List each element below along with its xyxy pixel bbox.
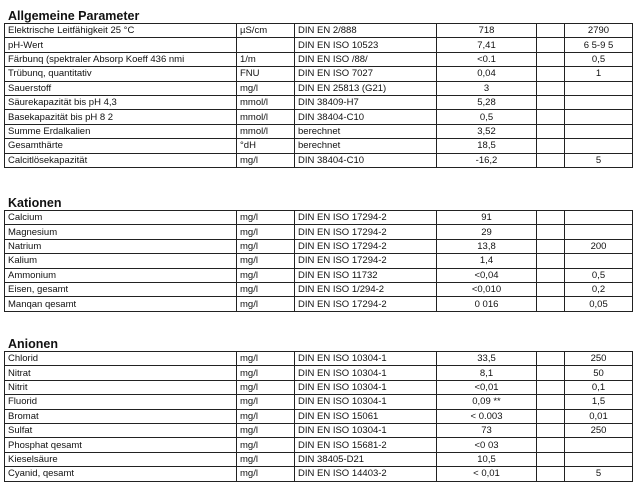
table-row [5,297,633,311]
value-cell: 718 [437,24,537,38]
table-row [5,395,633,409]
spacer-cell [537,110,565,124]
table-row [5,366,633,380]
limit-cell [565,110,633,124]
parameter-cell: Sauerstoff [5,81,237,95]
table-anionen [4,351,633,482]
parameter-cell: Färbunq (spektraler Absorp Koeff 436 nmi [5,52,237,66]
unit-cell: mg/l [237,254,295,268]
method-cell: DIN EN ISO 11732 [295,268,437,282]
unit-cell: 1/m [237,52,295,66]
limit-cell: 0,05 [565,297,633,311]
parameter-cell: Säurekapazität bis pH 4,3 [5,95,237,109]
limit-cell: 1,5 [565,395,633,409]
method-cell: DIN EN ISO 10304-1 [295,380,437,394]
unit-cell: mg/l [237,297,295,311]
limit-cell: 0,01 [565,409,633,423]
limit-cell: 5 [565,467,633,481]
table-row [5,225,633,239]
parameter-cell: Phosphat qesamt [5,438,237,452]
method-cell: DIN EN ISO 15681-2 [295,438,437,452]
unit-cell: mg/l [237,467,295,481]
limit-cell: 0,2 [565,282,633,296]
unit-cell: mmol/l [237,95,295,109]
method-cell: DIN EN ISO 10523 [295,38,437,52]
parameter-cell: Summe Erdalkalien [5,124,237,138]
value-cell: 0,09 ** [437,395,537,409]
spacer-cell [537,95,565,109]
table-kationen [4,210,633,312]
spacer-cell [537,395,565,409]
spacer-cell [537,139,565,153]
table-row [5,452,633,466]
spacer-cell [537,452,565,466]
parameter-cell: pH-Wert [5,38,237,52]
spacer-cell [537,254,565,268]
method-cell: DIN EN ISO 10304-1 [295,395,437,409]
unit-cell: FNU [237,67,295,81]
value-cell: 33,5 [437,352,537,366]
table-row [5,282,633,296]
unit-cell: mg/l [237,282,295,296]
parameter-cell: Nitrat [5,366,237,380]
limit-cell: 2790 [565,24,633,38]
limit-cell [565,95,633,109]
parameter-cell: Natrium [5,239,237,253]
value-cell: 1,4 [437,254,537,268]
spacer-cell [537,239,565,253]
table-allgemeine [4,23,633,168]
table-row [5,409,633,423]
limit-cell [565,254,633,268]
parameter-cell: Kalium [5,254,237,268]
unit-cell: mg/l [237,268,295,282]
table-row [5,52,633,66]
spacer-cell [537,268,565,282]
table-row [5,380,633,394]
table-row [5,467,633,481]
table-row [5,438,633,452]
parameter-cell: Ammonium [5,268,237,282]
spacer-cell [537,153,565,167]
value-cell: < 0,01 [437,467,537,481]
method-cell: DIN 38405-D21 [295,452,437,466]
limit-cell: 1 [565,67,633,81]
table-row [5,139,633,153]
value-cell: 73 [437,423,537,437]
value-cell: -16,2 [437,153,537,167]
table-row [5,67,633,81]
spacer-cell [537,38,565,52]
method-cell: DIN EN ISO /88/ [295,52,437,66]
value-cell: 10,5 [437,452,537,466]
value-cell: <0,010 [437,282,537,296]
table-row [5,352,633,366]
unit-cell: mmol/l [237,124,295,138]
parameter-cell: Trübunq, quantitativ [5,67,237,81]
table-row [5,268,633,282]
method-cell: DIN EN ISO 7027 [295,67,437,81]
table-row [5,38,633,52]
value-cell: 3 [437,81,537,95]
value-cell: 0,5 [437,110,537,124]
method-cell: DIN EN ISO 17294-2 [295,225,437,239]
table-row [5,81,633,95]
spacer-cell [537,52,565,66]
unit-cell: mg/l [237,81,295,95]
table-row [5,110,633,124]
spacer-cell [537,366,565,380]
spacer-cell [537,81,565,95]
spacer-cell [537,67,565,81]
limit-cell: 6 5-9 5 [565,38,633,52]
limit-cell [565,452,633,466]
parameter-cell: Sulfat [5,423,237,437]
table-row [5,95,633,109]
unit-cell: mg/l [237,239,295,253]
parameter-cell: Nitrit [5,380,237,394]
method-cell: berechnet [295,124,437,138]
parameter-cell: Eisen, gesamt [5,282,237,296]
limit-cell: 250 [565,352,633,366]
unit-cell: mg/l [237,211,295,225]
unit-cell: mg/l [237,423,295,437]
section-title-anionen: Anionen [8,337,58,351]
limit-cell: 0,5 [565,52,633,66]
unit-cell: mg/l [237,452,295,466]
unit-cell: mmol/l [237,110,295,124]
spacer-cell [537,352,565,366]
limit-cell [565,81,633,95]
parameter-cell: Cyanid, qesamt [5,467,237,481]
unit-cell: °dH [237,139,295,153]
limit-cell [565,124,633,138]
section-title-kationen: Kationen [8,196,62,210]
limit-cell: 50 [565,366,633,380]
limit-cell [565,225,633,239]
value-cell: 7,41 [437,38,537,52]
unit-cell: mg/l [237,380,295,394]
method-cell: DIN EN ISO 1/294-2 [295,282,437,296]
method-cell: DIN EN ISO 17294-2 [295,211,437,225]
parameter-cell: Fluorid [5,395,237,409]
method-cell: DIN EN ISO 17294-2 [295,239,437,253]
limit-cell: 0,5 [565,268,633,282]
spacer-cell [537,297,565,311]
limit-cell [565,139,633,153]
value-cell: 0,04 [437,67,537,81]
table-row [5,124,633,138]
spacer-cell [537,124,565,138]
unit-cell: mg/l [237,438,295,452]
section-title-allgemeine: Allgemeine Parameter [8,9,140,23]
parameter-cell: Magnesium [5,225,237,239]
value-cell: 29 [437,225,537,239]
limit-cell: 200 [565,239,633,253]
method-cell: DIN 38404-C10 [295,110,437,124]
value-cell: 13,8 [437,239,537,253]
spacer-cell [537,380,565,394]
method-cell: DIN EN 2/888 [295,24,437,38]
value-cell: <0,01 [437,380,537,394]
value-cell: 5,28 [437,95,537,109]
limit-cell [565,211,633,225]
value-cell: 18,5 [437,139,537,153]
limit-cell [565,438,633,452]
spacer-cell [537,467,565,481]
method-cell: DIN EN ISO 10304-1 [295,366,437,380]
value-cell: <0.1 [437,52,537,66]
parameter-cell: Chlorid [5,352,237,366]
spacer-cell [537,225,565,239]
parameter-cell: Gesamthärte [5,139,237,153]
table-row [5,239,633,253]
limit-cell: 5 [565,153,633,167]
method-cell: DIN 38404-C10 [295,153,437,167]
table-row [5,254,633,268]
method-cell: DIN EN ISO 15061 [295,409,437,423]
value-cell: 0 016 [437,297,537,311]
value-cell: < 0.003 [437,409,537,423]
method-cell: DIN EN ISO 17294-2 [295,297,437,311]
parameter-cell: Bromat [5,409,237,423]
unit-cell: mg/l [237,366,295,380]
method-cell: DIN EN ISO 10304-1 [295,423,437,437]
value-cell: 91 [437,211,537,225]
unit-cell [237,38,295,52]
limit-cell: 0,1 [565,380,633,394]
value-cell: 8,1 [437,366,537,380]
limit-cell: 250 [565,423,633,437]
unit-cell: mg/l [237,395,295,409]
parameter-cell: Kieselsäure [5,452,237,466]
table-row [5,153,633,167]
value-cell: 3,52 [437,124,537,138]
method-cell: DIN EN 25813 (G21) [295,81,437,95]
value-cell: <0,04 [437,268,537,282]
unit-cell: mg/l [237,409,295,423]
parameter-cell: Calcium [5,211,237,225]
parameter-cell: Manqan qesamt [5,297,237,311]
table-row [5,24,633,38]
spacer-cell [537,438,565,452]
value-cell: <0 03 [437,438,537,452]
unit-cell: mg/l [237,153,295,167]
method-cell: DIN EN ISO 14403-2 [295,467,437,481]
parameter-cell: Basekapazität bis pH 8 2 [5,110,237,124]
unit-cell: µS/cm [237,24,295,38]
method-cell: DIN EN ISO 10304-1 [295,352,437,366]
unit-cell: mg/l [237,225,295,239]
spacer-cell [537,423,565,437]
spacer-cell [537,409,565,423]
spacer-cell [537,211,565,225]
spacer-cell [537,24,565,38]
spacer-cell [537,282,565,296]
method-cell: DIN 38409-H7 [295,95,437,109]
table-row [5,423,633,437]
parameter-cell: Elektrische Leitfähigkeit 25 °C [5,24,237,38]
table-row [5,211,633,225]
unit-cell: mg/l [237,352,295,366]
method-cell: DIN EN ISO 17294-2 [295,254,437,268]
method-cell: berechnet [295,139,437,153]
parameter-cell: Calcitlösekapazität [5,153,237,167]
